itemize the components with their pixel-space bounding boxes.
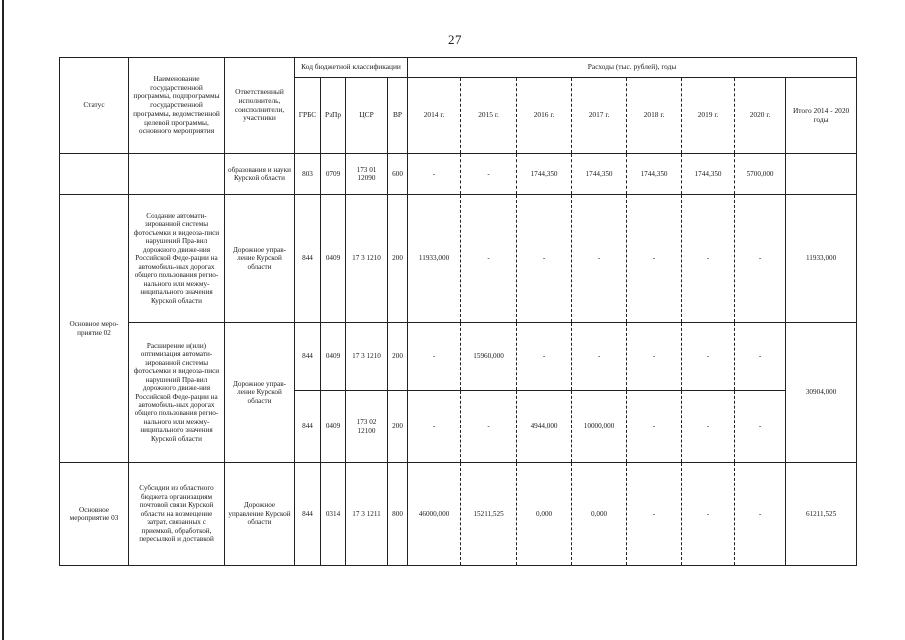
cell-vr: 800 [388, 463, 408, 566]
cell-vr: 200 [388, 323, 408, 391]
cell-vr: 200 [388, 195, 408, 323]
cell-responsible: Дорожное управ-ление Курской области [225, 323, 295, 463]
cell-csr: 173 01 12090 [346, 154, 388, 195]
cell-vr: 600 [388, 154, 408, 195]
header-code-group: Код бюджетной классификации [295, 58, 408, 78]
header-grbs: ГРБС [295, 78, 321, 154]
cell-rzpr: 0409 [321, 323, 346, 391]
cell-total: 30904,000 [786, 323, 857, 463]
cell-grbs: 844 [295, 195, 321, 323]
cell-2016: - [517, 195, 572, 323]
page-number: 27 [448, 32, 462, 47]
cell-total [786, 154, 857, 195]
cell-name: Расширение и(или) оптимизация автомати-зированной системы фотосъемки и видеоза-писи нарушений Пра-вил дорожного движе-ния Российской Феде-рации на автомобиль-ных дорогах общего пользования регио-нального или межму-ниципального значения Курской области [129, 323, 225, 463]
cell-2014: - [408, 154, 461, 195]
cell-2019: - [682, 463, 735, 566]
header-year-2016: 2016 г. [517, 78, 572, 154]
cell-2020: 5700,000 [735, 154, 786, 195]
cell-2020: - [735, 323, 786, 391]
cell-2014: - [408, 391, 461, 463]
cell-responsible: Дорожное управ-ление Курской области [225, 195, 295, 323]
cell-status [60, 154, 129, 195]
cell-2016: - [517, 323, 572, 391]
header-year-2020: 2020 г. [735, 78, 786, 154]
cell-status-group-02: Основное меро-приятие 02 [60, 195, 129, 463]
cell-csr: 17 3 1210 [346, 195, 388, 323]
cell-2014: - [408, 323, 461, 391]
cell-rzpr: 0314 [321, 463, 346, 566]
header-row-top [60, 58, 857, 78]
cell-rzpr: 0709 [321, 154, 346, 195]
cell-vr: 200 [388, 391, 408, 463]
header-status: Статус [60, 58, 129, 154]
cell-2019: 1744,350 [682, 154, 735, 195]
cell-grbs: 844 [295, 391, 321, 463]
header-year-2019: 2019 г. [682, 78, 735, 154]
table-row [60, 463, 857, 566]
cell-2015: 15211,525 [461, 463, 517, 566]
cell-2016: 1744,350 [517, 154, 572, 195]
cell-2017: 0,000 [572, 463, 627, 566]
cell-status-group-03: Основное мероприятие 03 [60, 463, 129, 566]
cell-grbs: 844 [295, 323, 321, 391]
cell-total: 11933,000 [786, 195, 857, 323]
cell-2016: 4944,000 [517, 391, 572, 463]
header-year-2018: 2018 г. [627, 78, 682, 154]
cell-total: 61211,525 [786, 463, 857, 566]
budget-table [59, 57, 857, 566]
cell-2015: - [461, 195, 517, 323]
cell-2017: 1744,350 [572, 154, 627, 195]
cell-2016: 0,000 [517, 463, 572, 566]
header-year-2017: 2017 г. [572, 78, 627, 154]
cell-grbs: 844 [295, 463, 321, 566]
cell-responsible: Дорожное управление Курской области [225, 463, 295, 566]
cell-2018: - [627, 391, 682, 463]
header-total: Итого 2014 - 2020 годы [786, 78, 857, 154]
header-name: Наименование государственной программы, подпрограммы государственной программы, ведомственной целевой программы, основного мероприятия [129, 58, 225, 154]
cell-2014: 46000,000 [408, 463, 461, 566]
cell-csr: 173 02 12100 [346, 391, 388, 463]
header-year-2014: 2014 г. [408, 78, 461, 154]
table-row [60, 323, 857, 391]
page-edge-line [2, 0, 4, 640]
header-vr: ВР [388, 78, 408, 154]
cell-csr: 17 3 1211 [346, 463, 388, 566]
header-expense-group: Расходы (тыс. рублей), годы [408, 58, 857, 78]
cell-2020: - [735, 391, 786, 463]
header-csr: ЦСР [346, 78, 388, 154]
cell-csr: 17 3 1210 [346, 323, 388, 391]
cell-name: Создание автомати-зированной системы фотосъемки и видеоза-писи нарушений Пра-вил дорожного движе-ния Российской Феде-рации на автомобиль-ных дорогах общего пользования регио-нального или межму-ниципального значения Курской области [129, 195, 225, 323]
header-responsible: Ответственный исполнитель, соисполнители, участники [225, 58, 295, 154]
cell-2018: - [627, 195, 682, 323]
cell-2017: - [572, 195, 627, 323]
cell-2018: - [627, 323, 682, 391]
cell-2020: - [735, 195, 786, 323]
cell-2018: - [627, 463, 682, 566]
cell-rzpr: 0409 [321, 195, 346, 323]
cell-responsible: образования и науки Курской области [225, 154, 295, 195]
cell-name: Субсидии из областного бюджета организациям почтовой связи Курской области на возмещение затрат, связанных с приемкой, обработкой, пересылкой и доставкой [129, 463, 225, 566]
cell-2019: - [682, 195, 735, 323]
cell-rzpr: 0409 [321, 391, 346, 463]
table-row [60, 154, 857, 195]
cell-2018: 1744,350 [627, 154, 682, 195]
cell-grbs: 803 [295, 154, 321, 195]
cell-2015: - [461, 154, 517, 195]
cell-2019: - [682, 323, 735, 391]
cell-2017: - [572, 323, 627, 391]
cell-2015: - [461, 391, 517, 463]
cell-2020: - [735, 463, 786, 566]
cell-2017: 10000,000 [572, 391, 627, 463]
cell-2019: - [682, 391, 735, 463]
cell-2015: 15960,000 [461, 323, 517, 391]
cell-2014: 11933,000 [408, 195, 461, 323]
header-rzpr: РзПр [321, 78, 346, 154]
header-year-2015: 2015 г. [461, 78, 517, 154]
cell-name [129, 154, 225, 195]
table-row [60, 195, 857, 323]
